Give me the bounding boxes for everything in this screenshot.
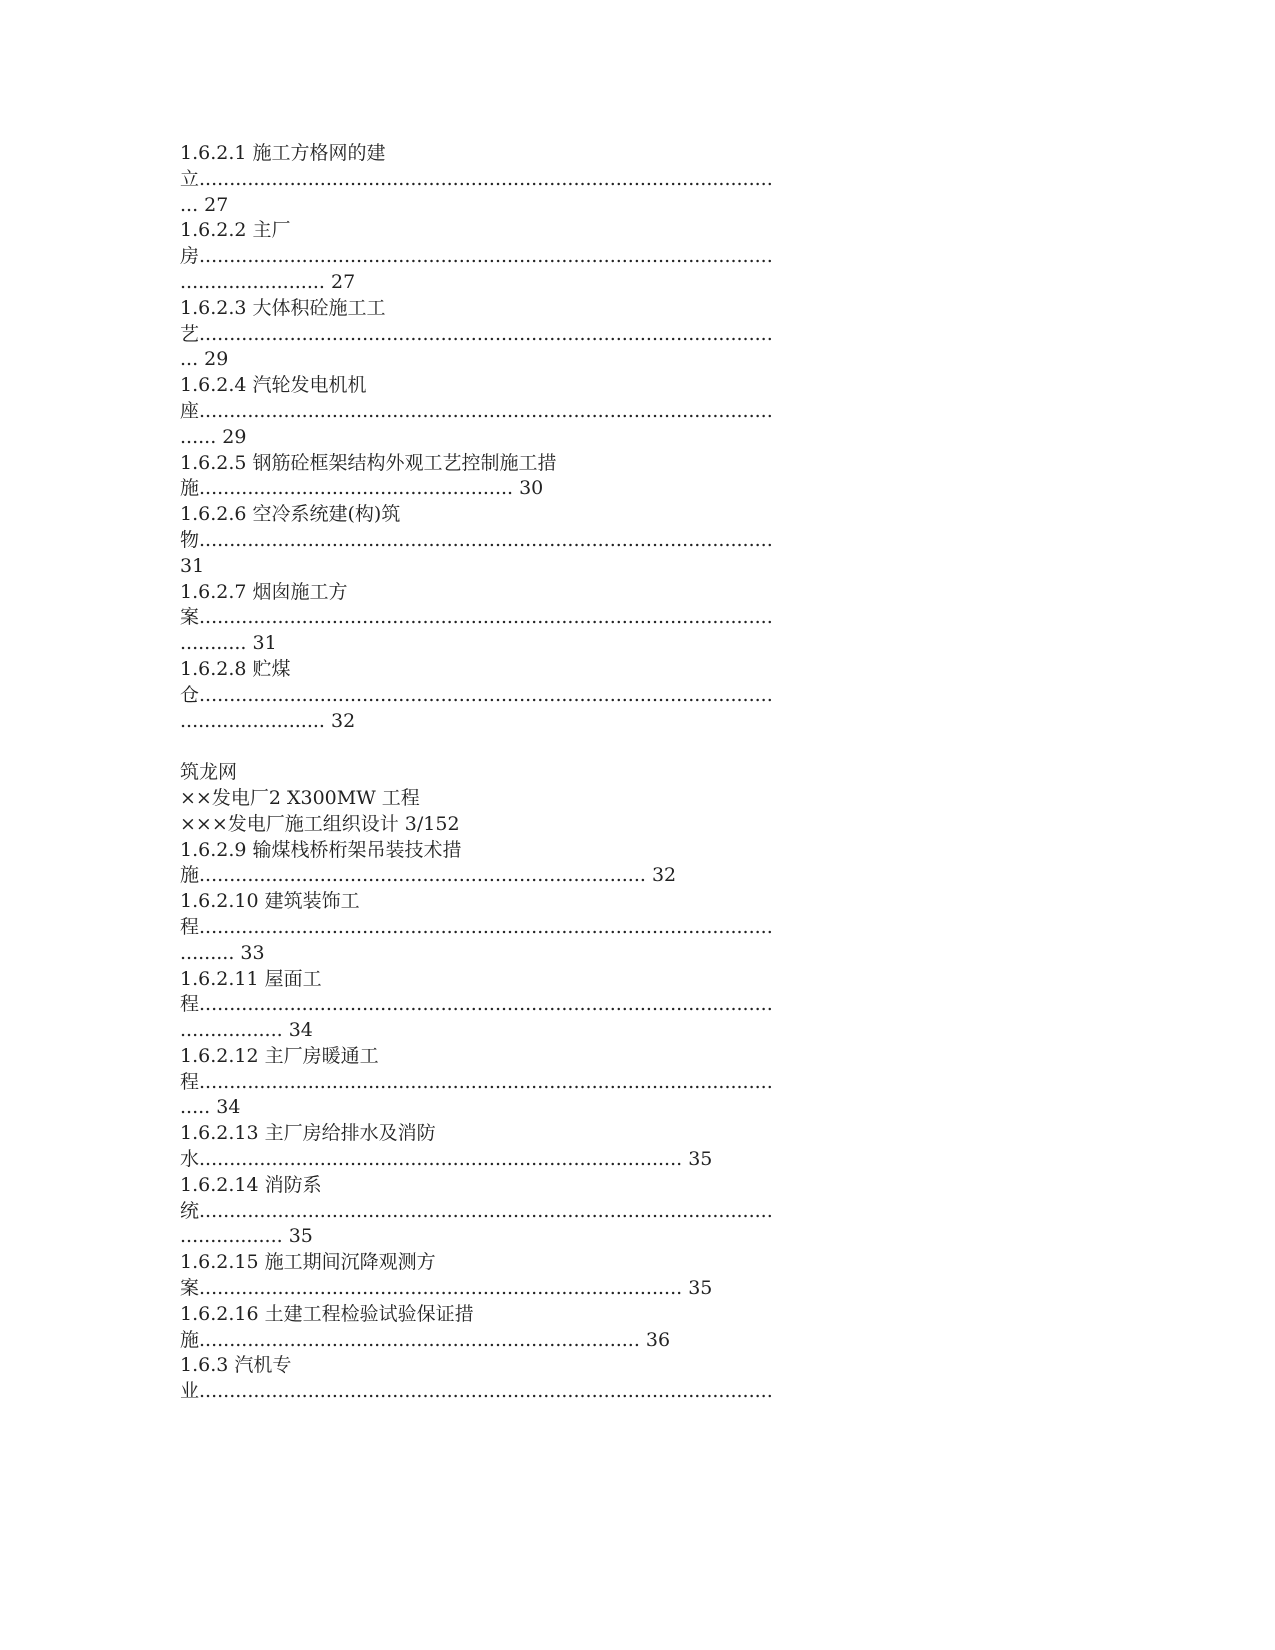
- toc-entry-1-6-2-4: [180, 373, 1080, 450]
- site-name: 筑龙网: [180, 761, 238, 784]
- toc-entry-1-6-2-6: [180, 502, 1080, 579]
- toc-entry-page: ......... 33: [180, 941, 265, 964]
- toc-entry-leader: 业...............................................................................................: [180, 1380, 773, 1403]
- toc-entry-1-6-2-7: [180, 580, 1080, 657]
- toc-entry-title: 1.6.2.1 施工方格网的建: [180, 142, 386, 164]
- toc-entry-title: 1.6.2.14 消防系: [180, 1173, 322, 1196]
- toc-entry-1-6-2-9: [180, 838, 1080, 890]
- page-header: [180, 760, 1080, 837]
- toc-page: [180, 141, 1080, 1405]
- toc-entry-title: 1.6.2.2 主厂: [180, 219, 291, 242]
- toc-entry-1-6-2-15: [180, 1250, 1080, 1302]
- toc-entry-leader: 物...............................................................................................: [180, 528, 773, 551]
- toc-entry-leader: 统...............................................................................................: [180, 1199, 773, 1222]
- toc-entry-title: 1.6.2.6 空冷系统建(构)筑: [180, 503, 401, 526]
- toc-entry-1-6-2-11: [180, 967, 1080, 1044]
- toc-entry-title: 1.6.2.7 烟囱施工方: [180, 580, 348, 603]
- document-title: ×××发电厂施工组织设计 3/152: [180, 812, 460, 835]
- toc-entry-title: 1.6.2.13 主厂房给排水及消防: [180, 1122, 436, 1145]
- toc-entry-1-6-2-13: [180, 1121, 1080, 1173]
- toc-entry-title: 1.6.2.9 输煤栈桥桁架吊装技术措: [180, 838, 462, 861]
- toc-entry-title: 1.6.2.8 贮煤: [180, 657, 291, 680]
- toc-entry-page: 31: [180, 554, 205, 577]
- toc-entry-leader: 程...............................................................................................: [180, 993, 773, 1016]
- toc-entry-leader: 施......................................................................... 36: [180, 1328, 671, 1351]
- toc-entry-title: 1.6.2.3 大体积砼施工工: [180, 296, 386, 319]
- project-name: ××发电厂2 X300MW 工程: [180, 786, 420, 809]
- toc-entry-leader: 程...............................................................................................: [180, 1070, 773, 1093]
- toc-entry-title: 1.6.2.10 建筑装饰工: [180, 890, 360, 913]
- section-gap: [180, 734, 1080, 760]
- toc-entry-page: ................. 35: [180, 1225, 313, 1248]
- toc-entry-title: 1.6.2.11 屋面工: [180, 967, 322, 990]
- toc-entry-1-6-2-8: [180, 657, 1080, 734]
- toc-entry-leader: 座...............................................................................................: [180, 399, 773, 422]
- toc-entry-leader: 施.......................................................................... 32: [180, 864, 677, 887]
- toc-entry-1-6-2-5: [180, 451, 1080, 503]
- toc-entry-1-6-2-12: [180, 1044, 1080, 1121]
- toc-entry-page: ...... 29: [180, 425, 247, 448]
- toc-entry-1-6-2-1: [180, 141, 1080, 218]
- toc-entry-title: 1.6.2.12 主厂房暖通工: [180, 1044, 379, 1067]
- toc-entry-leader: 施.................................................... 30: [180, 477, 544, 500]
- toc-entry-title: 1.6.2.15 施工期间沉降观测方: [180, 1251, 436, 1274]
- toc-entry-leader: 水................................................................................ 35: [180, 1148, 713, 1171]
- toc-entry-leader: 艺...............................................................................................: [180, 322, 773, 345]
- toc-entry-title: 1.6.3 汽机专: [180, 1354, 292, 1377]
- toc-entry-title: 1.6.2.5 钢筋砼框架结构外观工艺控制施工措: [180, 451, 557, 474]
- toc-entry-page: ........................ 32: [180, 709, 356, 732]
- toc-entry-leader: 案................................................................................ 35: [180, 1277, 713, 1300]
- toc-entry-leader: 程...............................................................................................: [180, 915, 773, 938]
- toc-entry-page: ........... 31: [180, 632, 277, 655]
- toc-entry-title: 1.6.2.4 汽轮发电机机: [180, 374, 367, 397]
- toc-entry-1-6-2-2: [180, 218, 1080, 295]
- toc-entry-1-6-2-16: [180, 1302, 1080, 1354]
- toc-entry-leader: 案...............................................................................................: [180, 606, 773, 629]
- toc-entry-1-6-2-3: [180, 296, 1080, 373]
- toc-entry-page: ... 29: [180, 348, 229, 371]
- toc-entry-title: 1.6.2.16 土建工程检验试验保证措: [180, 1302, 474, 1325]
- toc-entry-1-6-3: [180, 1353, 1080, 1405]
- toc-entry-leader: 立...............................................................................................: [180, 167, 773, 190]
- toc-entry-leader: 房...............................................................................................: [180, 245, 773, 268]
- toc-entry-page: ... 27: [180, 193, 229, 216]
- toc-entry-page: ........................ 27: [180, 270, 356, 293]
- toc-entry-1-6-2-14: [180, 1173, 1080, 1250]
- toc-entry-1-6-2-10: [180, 889, 1080, 966]
- toc-entry-leader: 仓...............................................................................................: [180, 683, 773, 706]
- toc-entry-page: ................. 34: [180, 1019, 313, 1042]
- toc-entry-page: ..... 34: [180, 1096, 241, 1119]
